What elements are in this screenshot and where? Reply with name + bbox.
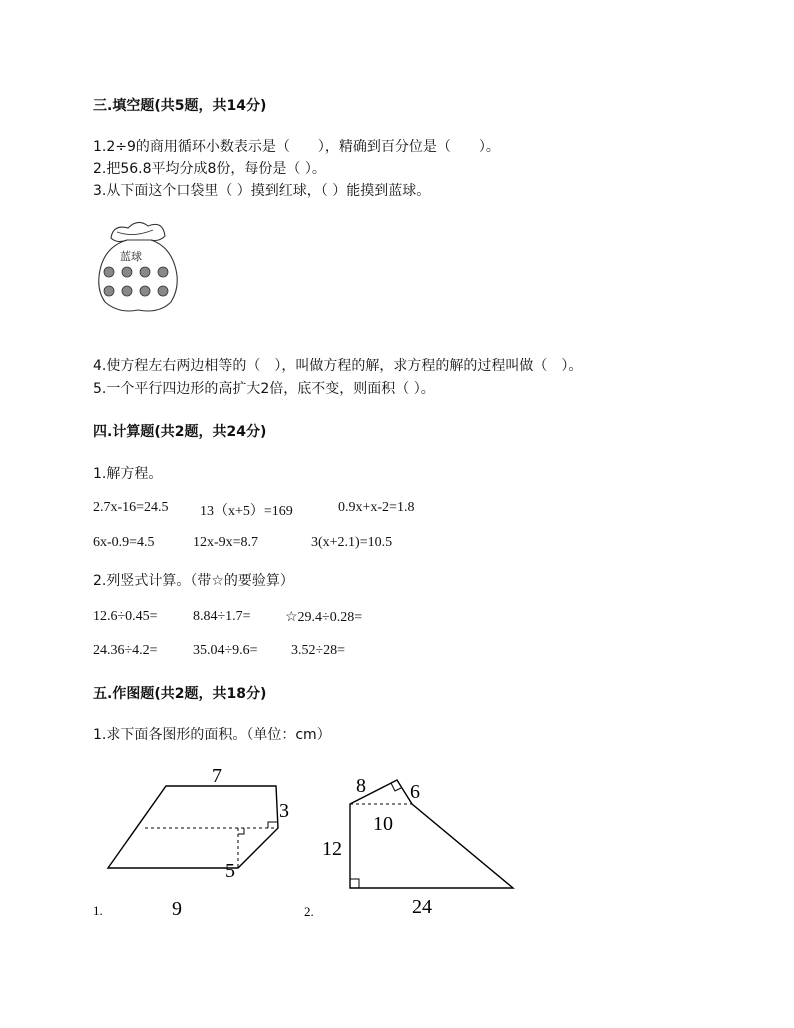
calc-5: 35.04÷9.6= — [193, 643, 258, 658]
parallelogram-figure — [88, 760, 308, 925]
calc-1: 12.6÷0.45= — [93, 609, 158, 624]
fig2-left-label: 12 — [322, 838, 342, 860]
question-3-4: 4.使方程左右两边相等的（ ），叫做方程的解，求方程的解的过程叫做（ ）。 — [93, 358, 583, 374]
fig1-side-label: 3 — [279, 800, 289, 822]
fig1-height-label: 5 — [225, 860, 235, 882]
fig2-index-label: 2. — [304, 904, 314, 919]
fig1-index-label: 1. — [93, 903, 103, 918]
question-4-1: 1.解方程。 — [93, 466, 163, 482]
fig2-side-a-label: 8 — [356, 775, 366, 797]
question-4-2: 2.列竖式计算。（带☆的要验算） — [93, 573, 294, 589]
section-5-heading: 五.作图题(共2题，共18分) — [93, 686, 267, 702]
trapezoid-figure — [300, 768, 525, 923]
section-3-heading: 三.填空题(共5题，共14分) — [93, 98, 267, 114]
equation-2: 13（x+5）=169 — [200, 504, 293, 519]
section-4-heading: 四.计算题(共2题，共24分) — [93, 424, 267, 440]
fig2-mid-label: 10 — [373, 813, 393, 835]
blue-balls-row-2 — [104, 286, 168, 296]
fig2-side-b-label: 6 — [410, 781, 420, 803]
calc-6: 3.52÷28= — [291, 643, 346, 658]
question-3-2: 2.把56.8平均分成8份，每份是（ ）。 — [93, 161, 326, 177]
calc-4: 24.36÷4.2= — [93, 643, 158, 658]
equation-4: 6x-0.9=4.5 — [93, 535, 155, 550]
equation-5: 12x-9x=8.7 — [193, 535, 259, 550]
ball-bag-figure — [93, 216, 183, 316]
fig2-bottom-label: 24 — [412, 896, 432, 918]
fig1-top-label: 7 — [212, 765, 222, 787]
blue-balls-row — [104, 267, 168, 277]
question-3-3: 3.从下面这个口袋里（ ）摸到红球，（ ）能摸到蓝球。 — [93, 183, 431, 199]
equation-3: 0.9x+x-2=1.8 — [338, 500, 415, 515]
question-3-5: 5.一个平行四边形的高扩大2倍，底不变，则面积（ ）。 — [93, 381, 435, 397]
calc-3: ☆29.4÷0.28= — [285, 610, 363, 625]
equation-6: 3(x+2.1)=10.5 — [311, 535, 393, 550]
bag-label: 蓝球 — [120, 251, 142, 263]
equation-1: 2.7x-16=24.5 — [93, 500, 169, 515]
question-5-1: 1.求下面各图形的面积。（单位：cm） — [93, 727, 331, 743]
fig1-bottom-label: 9 — [172, 898, 182, 920]
question-3-1: 1.2÷9的商用循环小数表示是（ ），精确到百分位是（ ）。 — [93, 139, 500, 155]
calc-2: 8.84÷1.7= — [193, 609, 251, 624]
